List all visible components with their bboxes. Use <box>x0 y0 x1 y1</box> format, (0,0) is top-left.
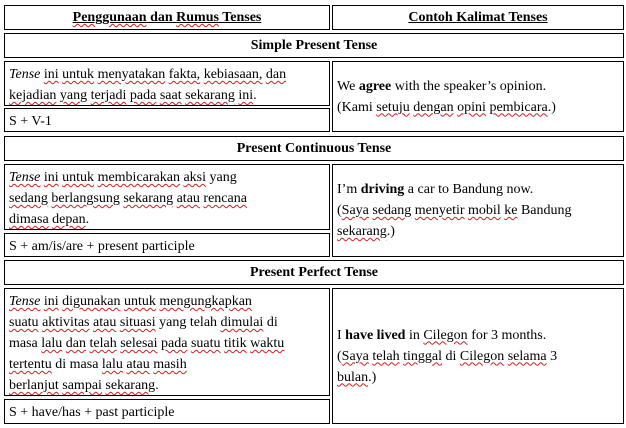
text-segment: dimasa <box>9 212 49 227</box>
text-segment: . <box>253 88 257 103</box>
text-segment: rencana <box>203 191 247 206</box>
formula-cell <box>4 108 330 132</box>
text-segment: berlanjut <box>9 378 59 393</box>
text-segment: selesai <box>120 336 158 351</box>
text-segment: sedang <box>9 191 48 206</box>
section-title-present-perfect <box>4 260 624 285</box>
text-segment: atau <box>176 191 200 206</box>
formula-cell <box>4 399 330 424</box>
text-segment: digunakan <box>62 294 121 309</box>
example-text <box>333 325 561 388</box>
text-segment: (Kami <box>337 99 377 115</box>
section-title-text: Present Perfect Tense <box>249 265 379 280</box>
text-segment: mengungkapkan <box>159 294 252 309</box>
text-segment: kejadian <box>9 88 57 103</box>
text-segment: I’m <box>337 182 361 197</box>
text-segment: tinggal <box>403 348 442 364</box>
text-segment: . <box>85 212 90 227</box>
text-line <box>337 367 557 388</box>
text-segment: in <box>405 327 424 343</box>
text-segment: opini <box>457 99 486 115</box>
text-segment: ini <box>238 88 254 103</box>
text-segment: aktivitas <box>42 315 90 330</box>
text-segment: ke <box>504 203 518 218</box>
text-segment: dengan <box>413 99 454 115</box>
text-segment: lalu <box>101 357 123 372</box>
text-segment: di masa <box>51 357 102 372</box>
text-line <box>337 200 572 221</box>
text-line <box>9 64 325 85</box>
text-segment: .) <box>386 224 395 239</box>
text-segment: .) <box>368 369 377 385</box>
text-segment: a car to Bandung now. <box>404 182 534 197</box>
text-segment: dan <box>265 67 287 82</box>
text-line <box>9 333 325 354</box>
text-segment: titik <box>224 336 247 351</box>
bold-verb: have lived <box>345 327 406 343</box>
example-cell <box>332 61 624 132</box>
text-segment: suatu <box>190 336 221 351</box>
text-segment: waktu <box>250 336 285 351</box>
header-word: dan <box>150 10 173 25</box>
text-segment: di <box>442 348 460 364</box>
example-cell <box>332 288 624 424</box>
text-segment: dimulai <box>220 315 264 330</box>
text-line <box>337 97 556 118</box>
formula-cell <box>4 233 330 257</box>
usage-cell <box>4 288 330 396</box>
text-segment: dan <box>65 336 86 351</box>
text-segment: yang <box>206 170 237 185</box>
text-segment: setuju <box>376 99 410 115</box>
text-segment: for 3 months. <box>467 327 547 343</box>
header-example <box>332 5 624 30</box>
text-segment: I <box>337 327 346 343</box>
text-line <box>337 221 572 242</box>
usage-cell <box>4 164 330 230</box>
usage-cell <box>4 61 330 106</box>
section-title-simple-present <box>4 33 624 58</box>
text-line <box>9 167 325 188</box>
header-example-text <box>408 7 547 28</box>
text-line <box>9 354 325 375</box>
text-segment: ini <box>43 294 59 309</box>
formula-text: S + V-1 <box>9 114 52 129</box>
text-segment: sekarang <box>185 88 235 103</box>
text-segment: menyetir <box>414 203 465 218</box>
text-segment: berlangsung <box>51 191 120 206</box>
text-segment: Cilegon <box>459 348 505 364</box>
text-segment: .) <box>547 99 556 115</box>
header-word: Contoh <box>408 10 453 25</box>
text-segment: mobil <box>468 203 501 218</box>
text-line <box>337 346 557 367</box>
header-usage-text <box>73 7 262 28</box>
text-line <box>9 85 325 106</box>
text-segment: membicarakan <box>97 170 180 185</box>
header-word: Tenses <box>508 10 548 25</box>
formula-text: S + have/has + past participle <box>9 405 175 420</box>
text-segment: ( <box>337 203 342 218</box>
header-usage-formula <box>4 5 330 30</box>
text-segment: Tense <box>9 294 41 309</box>
text-segment: untuk <box>62 170 95 185</box>
example-text <box>333 76 560 118</box>
text-segment: . <box>155 378 159 393</box>
text-segment: situasi <box>119 315 156 330</box>
text-line <box>9 209 325 230</box>
text-segment: 3 <box>546 348 558 364</box>
section-title-text: Present Continuous Tense <box>236 141 392 156</box>
header-word: Penggunaan <box>72 10 147 25</box>
text-segment: aksi <box>183 170 207 185</box>
text-segment: Bandung <box>517 203 572 218</box>
text-segment: di <box>263 315 278 330</box>
text-segment: masih <box>153 357 187 372</box>
text-line <box>337 76 556 97</box>
text-line <box>9 312 325 333</box>
section-title-present-continuous <box>4 136 624 161</box>
text-segment: depan <box>52 212 86 227</box>
text-segment: bulan <box>337 369 369 385</box>
header-word: Rumus <box>176 10 219 25</box>
text-segment: sedang <box>372 203 412 218</box>
text-segment: atau <box>126 357 150 372</box>
text-segment: sekarang <box>105 378 156 393</box>
header-word: Kalimat <box>456 10 506 25</box>
text-segment: Cilegon <box>423 327 468 343</box>
text-segment: kebiasaan, <box>203 67 263 82</box>
bold-verb: driving <box>360 182 405 197</box>
text-segment: sampai <box>62 378 102 393</box>
text-line <box>337 179 572 200</box>
text-segment: fakta, <box>168 67 201 82</box>
text-segment: pada <box>129 88 157 103</box>
text-line <box>9 375 325 396</box>
text-segment: pada <box>161 336 188 351</box>
text-segment: saat <box>159 88 182 103</box>
text-segment: yang telah <box>155 315 221 330</box>
text-segment: ini <box>43 67 59 82</box>
text-segment: tertentu <box>9 357 52 372</box>
section-title-text: Simple Present Tense <box>250 38 378 53</box>
text-segment: sekarang <box>337 224 387 239</box>
text-segment: Tense <box>9 67 41 82</box>
text-segment: Saya <box>341 203 369 218</box>
text-segment: untuk <box>62 67 95 82</box>
text-segment: masa <box>9 336 42 351</box>
text-segment: with the speaker’s opinion. <box>391 78 547 94</box>
text-segment: telah <box>89 336 117 351</box>
text-segment: Tense <box>9 170 41 185</box>
text-segment: yang <box>59 88 88 103</box>
text-segment: selama <box>507 348 547 364</box>
text-segment: ini <box>43 170 59 185</box>
text-line <box>9 291 325 312</box>
header-word: Tenses <box>222 10 262 25</box>
text-segment: menyatakan <box>97 67 166 82</box>
text-line <box>9 188 325 209</box>
text-segment: terjadi <box>90 88 127 103</box>
text-segment: atau <box>93 315 117 330</box>
text-segment: suatu <box>9 315 39 330</box>
text-segment: lalu <box>41 336 63 351</box>
text-segment: sekarang <box>123 191 174 206</box>
text-segment: We <box>337 78 359 94</box>
example-cell <box>332 164 624 257</box>
example-text <box>333 179 576 242</box>
text-line <box>337 325 557 346</box>
text-segment: Saya <box>341 348 369 364</box>
text-segment: ( <box>337 348 342 364</box>
text-segment: untuk <box>124 294 156 309</box>
formula-text: S + am/is/are + present participle <box>9 239 195 254</box>
bold-verb: agree <box>358 78 392 94</box>
text-segment: telah <box>372 348 400 364</box>
text-segment: pembicara <box>489 99 548 115</box>
